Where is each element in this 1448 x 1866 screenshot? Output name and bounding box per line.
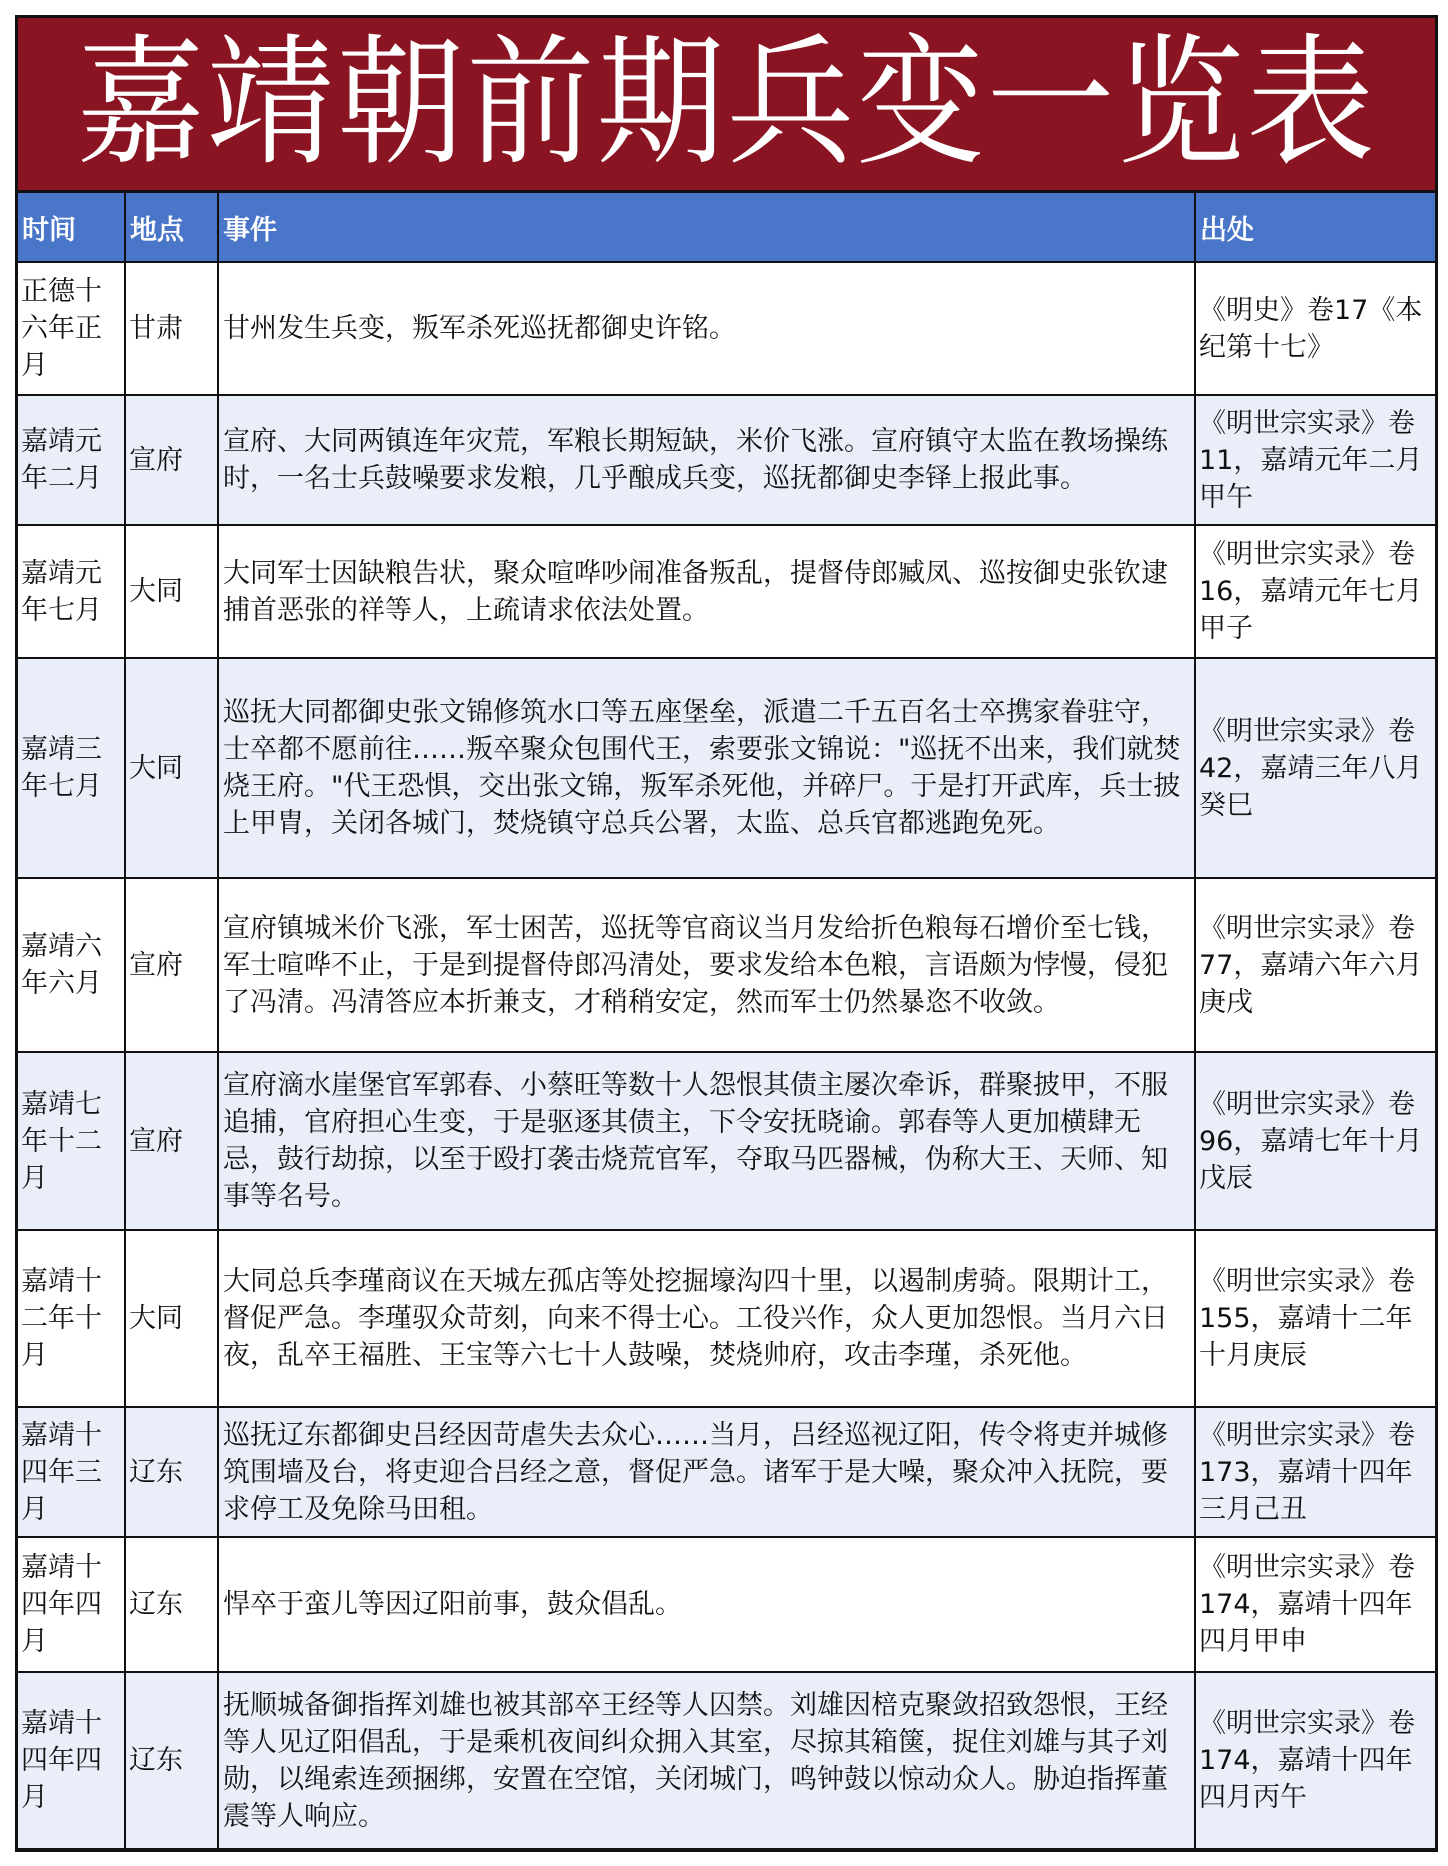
column-header-place: 地点: [125, 193, 218, 262]
table-row: [18, 878, 1435, 1052]
cell-place: 宣府: [125, 395, 218, 525]
cell-time: 嘉靖十四年四月: [18, 1672, 125, 1848]
cell-place: 辽东: [125, 1537, 218, 1672]
column-header-time: 时间: [18, 193, 125, 262]
table-row: [18, 1537, 1435, 1672]
table-row: [18, 1407, 1435, 1537]
header-row: [18, 193, 1435, 262]
cell-event: 抚顺城备御指挥刘雄也被其部卒王经等人囚禁。刘雄因棓克聚敛招致怨恨，王经等人见辽阳倡乱，于是乘机夜间纠众拥入其室，尽掠其箱箧，捉住刘雄与其子刘勋，以绳索连颈捆绑，安置在空馆，关闭城门，鸣钟鼓以惊动众人。胁迫指挥董震等人响应。: [218, 1672, 1195, 1848]
cell-time: 嘉靖六年六月: [18, 878, 125, 1052]
table-row: [18, 525, 1435, 658]
cell-source: 《明世宗实录》卷16，嘉靖元年七月甲子: [1195, 525, 1435, 658]
table-row: [18, 1052, 1435, 1230]
cell-event: 悍卒于蛮儿等因辽阳前事，鼓众倡乱。: [218, 1537, 1195, 1672]
table-row: [18, 262, 1435, 395]
table-row: [18, 658, 1435, 878]
cell-time: 嘉靖三年七月: [18, 658, 125, 878]
title-banner: [18, 18, 1435, 193]
cell-place: 辽东: [125, 1672, 218, 1848]
cell-source: 《明世宗实录》卷77，嘉靖六年六月庚戌: [1195, 878, 1435, 1052]
table-row: [18, 1672, 1435, 1848]
cell-time: 嘉靖十二年十月: [18, 1230, 125, 1407]
cell-source: 《明世宗实录》卷96，嘉靖七年十月戊辰: [1195, 1052, 1435, 1230]
cell-time: 嘉靖元年二月: [18, 395, 125, 525]
table-sheet: [15, 15, 1438, 1852]
cell-event: 大同总兵李瑾商议在天城左孤店等处挖掘壕沟四十里，以遏制虏骑。限期计工，督促严急。李瑾驭众苛刻，向来不得士心。工役兴作，众人更加怨恨。当月六日夜，乱卒王福胜、王宝等六七十人鼓噪，焚烧帅府，攻击李瑾，杀死他。: [218, 1230, 1195, 1407]
cell-place: 辽东: [125, 1407, 218, 1537]
page-title: 嘉靖朝前期兵变一览表: [76, 21, 1377, 186]
cell-event: 巡抚辽东都御史吕经因苛虐失去众心……当月，吕经巡视辽阳，传令将吏并城修筑围墙及台，将吏迎合吕经之意，督促严急。诸军于是大噪，聚众冲入抚院，要求停工及免除马田租。: [218, 1407, 1195, 1537]
cell-time: 嘉靖十四年四月: [18, 1537, 125, 1672]
cell-source: 《明世宗实录》卷42，嘉靖三年八月癸巳: [1195, 658, 1435, 878]
cell-source: 《明世宗实录》卷174，嘉靖十四年四月丙午: [1195, 1672, 1435, 1848]
cell-source: 《明史》卷17《本纪第十七》: [1195, 262, 1435, 395]
cell-event: 宣府镇城米价飞涨，军士困苦，巡抚等官商议当月发给折色粮每石增价至七钱，军士喧哗不止，于是到提督侍郎冯清处，要求发给本色粮，言语颇为悖慢，侵犯了冯清。冯清答应本折兼支，才稍稍安定，然而军士仍然暴恣不收敛。: [218, 878, 1195, 1052]
cell-source: 《明世宗实录》卷174，嘉靖十四年四月甲申: [1195, 1537, 1435, 1672]
cell-place: 甘肃: [125, 262, 218, 395]
table-row: [18, 1230, 1435, 1407]
cell-place: 大同: [125, 1230, 218, 1407]
cell-event: 宣府、大同两镇连年灾荒，军粮长期短缺，米价飞涨。宣府镇守太监在教场操练时，一名士兵鼓噪要求发粮，几乎酿成兵变，巡抚都御史李铎上报此事。: [218, 395, 1195, 525]
table-row: [18, 395, 1435, 525]
cell-time: 嘉靖七年十二月: [18, 1052, 125, 1230]
cell-time: 正德十六年正月: [18, 262, 125, 395]
cell-event: 巡抚大同都御史张文锦修筑水口等五座堡垒，派遣二千五百名士卒携家眷驻守，士卒都不愿前往……叛卒聚众包围代王，索要张文锦说："巡抚不出来，我们就焚烧王府。"代王恐惧，交出张文锦，叛军杀死他，并碎尸。于是打开武库，兵士披上甲胄，关闭各城门，焚烧镇守总兵公署，太监、总兵官都逃跑免死。: [218, 658, 1195, 878]
column-header-source: 出处: [1195, 193, 1435, 262]
cell-place: 宣府: [125, 878, 218, 1052]
cell-time: 嘉靖元年七月: [18, 525, 125, 658]
cell-place: 大同: [125, 525, 218, 658]
cell-source: 《明世宗实录》卷155，嘉靖十二年十月庚辰: [1195, 1230, 1435, 1407]
cell-time: 嘉靖十四年三月: [18, 1407, 125, 1537]
cell-event: 宣府滴水崖堡官军郭春、小蔡旺等数十人怨恨其债主屡次牵诉，群聚披甲，不服追捕，官府担心生变，于是驱逐其债主，下令安抚晓谕。郭春等人更加横肆无忌，鼓行劫掠，以至于殴打袭击烧荒官军，夺取马匹器械，伪称大王、天师、知事等名号。: [218, 1052, 1195, 1230]
mutiny-table: [18, 193, 1435, 1848]
cell-place: 宣府: [125, 1052, 218, 1230]
cell-event: 甘州发生兵变，叛军杀死巡抚都御史许铭。: [218, 262, 1195, 395]
cell-source: 《明世宗实录》卷173，嘉靖十四年三月己丑: [1195, 1407, 1435, 1537]
cell-event: 大同军士因缺粮告状，聚众喧哗吵闹准备叛乱，提督侍郎臧凤、巡按御史张钦逮捕首恶张的祥等人，上疏请求依法处置。: [218, 525, 1195, 658]
cell-source: 《明世宗实录》卷11，嘉靖元年二月甲午: [1195, 395, 1435, 525]
column-header-event: 事件: [218, 193, 1195, 262]
cell-place: 大同: [125, 658, 218, 878]
